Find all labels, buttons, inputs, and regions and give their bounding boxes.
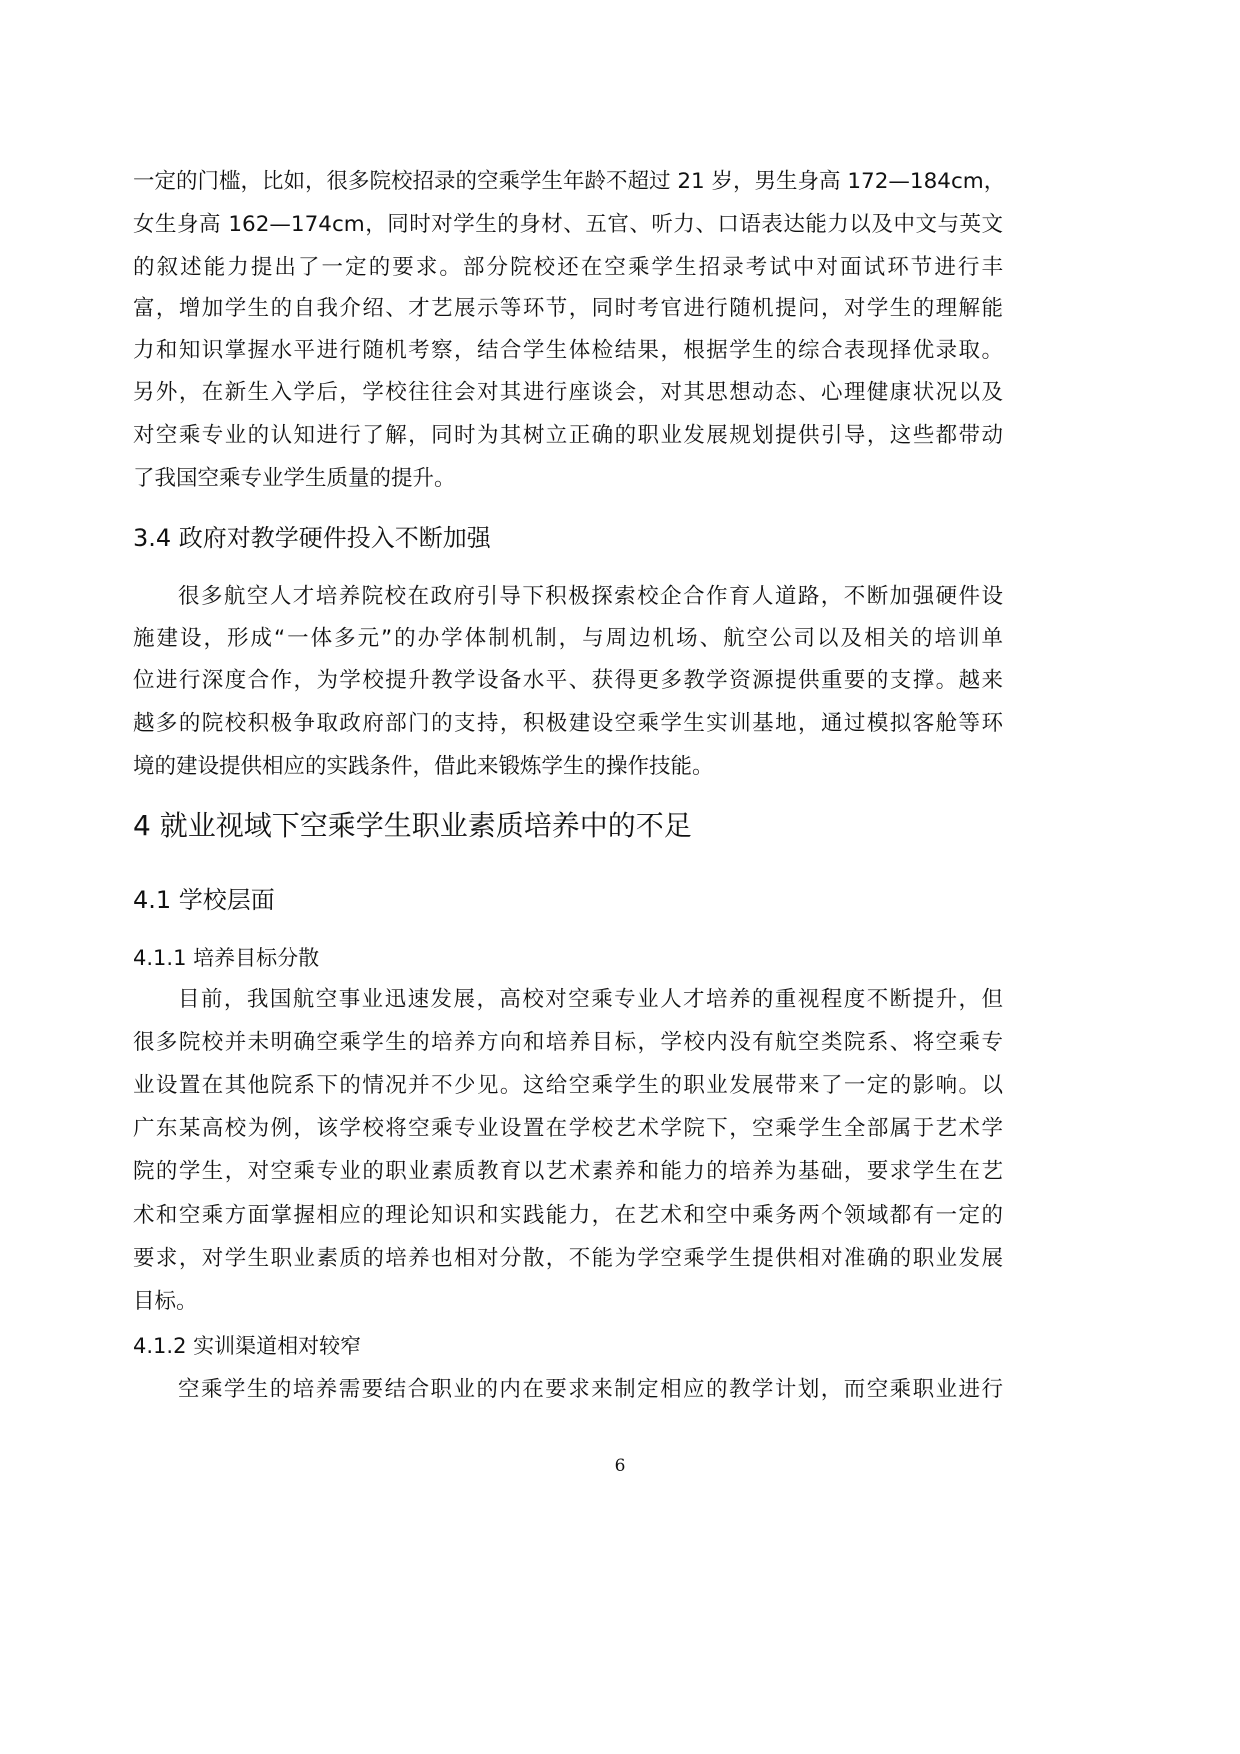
heading-4-1-1: 4.1.1 培养目标分散 xyxy=(133,946,320,970)
paragraph-line: 目前，我国航空事业迅速发展，高校对空乘专业人才培养的重视程度不断提升，但 xyxy=(178,987,1003,1012)
paragraph-line: 很多航空人才培养院校在政府引导下积极探索校企合作育人道路，不断加强硬件设 xyxy=(178,584,1003,609)
paragraph-line: 越多的院校积极争取政府部门的支持，积极建设空乘学生实训基地，通过模拟客舱等环 xyxy=(133,711,1003,736)
paragraph-line: 女生身高 162—174cm，同时对学生的身材、五官、听力、口语表达能力以及中文与英文 xyxy=(133,212,1003,237)
paragraph-line: 的叙述能力提出了一定的要求。部分院校还在空乘学生招录考试中对面试环节进行丰 xyxy=(133,255,1003,280)
page-number: 6 xyxy=(614,1456,626,1476)
paragraph-line: 业设置在其他院系下的情况并不少见。这给空乘学生的职业发展带来了一定的影响。以 xyxy=(133,1073,1003,1098)
paragraph-line: 位进行深度合作，为学校提升教学设备水平、获得更多教学资源提供重要的支撑。越来 xyxy=(133,668,1003,693)
paragraph-line: 力和知识掌握水平进行随机考察，结合学生体检结果，根据学生的综合表现择优录取。 xyxy=(133,338,1003,363)
paragraph-line: 富，增加学生的自我介绍、才艺展示等环节，同时考官进行随机提问，对学生的理解能 xyxy=(133,296,1003,321)
paragraph-line: 目标。 xyxy=(133,1289,198,1314)
paragraph-line: 对空乘专业的认知进行了解，同时为其树立正确的职业发展规划提供引导，这些都带动 xyxy=(133,423,1003,448)
paragraph-line: 境的建设提供相应的实践条件，借此来锻炼学生的操作技能。 xyxy=(133,754,714,779)
paragraph-line: 术和空乘方面掌握相应的理论知识和实践能力，在艺术和空中乘务两个领域都有一定的 xyxy=(133,1203,1003,1228)
paragraph-line: 一定的门槛，比如，很多院校招录的空乘学生年龄不超过 21 岁，男生身高 172—184cm， xyxy=(133,169,1006,194)
paragraph-line: 广东某高校为例，该学校将空乘专业设置在学校艺术学院下，空乘学生全部属于艺术学 xyxy=(133,1116,1003,1141)
paragraph-line: 很多院校并未明确空乘学生的培养方向和培养目标，学校内没有航空类院系、将空乘专 xyxy=(133,1030,1003,1055)
paragraph-line: 施建设，形成“一体多元”的办学体制机制，与周边机场、航空公司以及相关的培训单 xyxy=(133,626,1003,651)
paragraph-line: 了我国空乘专业学生质量的提升。 xyxy=(133,466,456,491)
heading-4-1: 4.1 学校层面 xyxy=(133,886,275,914)
heading-3-4: 3.4 政府对教学硬件投入不断加强 xyxy=(133,524,491,552)
heading-4: 4 就业视域下空乘学生职业素质培养中的不足 xyxy=(133,809,692,842)
paragraph-line: 院的学生，对空乘专业的职业素质教育以艺术素养和能力的培养为基础，要求学生在艺 xyxy=(133,1159,1003,1184)
paragraph-line: 要求，对学生职业素质的培养也相对分散，不能为学空乘学生提供相对准确的职业发展 xyxy=(133,1246,1003,1271)
paragraph-line: 另外，在新生入学后，学校往往会对其进行座谈会，对其思想动态、心理健康状况以及 xyxy=(133,380,1003,405)
heading-4-1-2: 4.1.2 实训渠道相对较窄 xyxy=(133,1334,362,1358)
paragraph-line: 空乘学生的培养需要结合职业的内在要求来制定相应的教学计划，而空乘职业进行 xyxy=(178,1377,1003,1402)
